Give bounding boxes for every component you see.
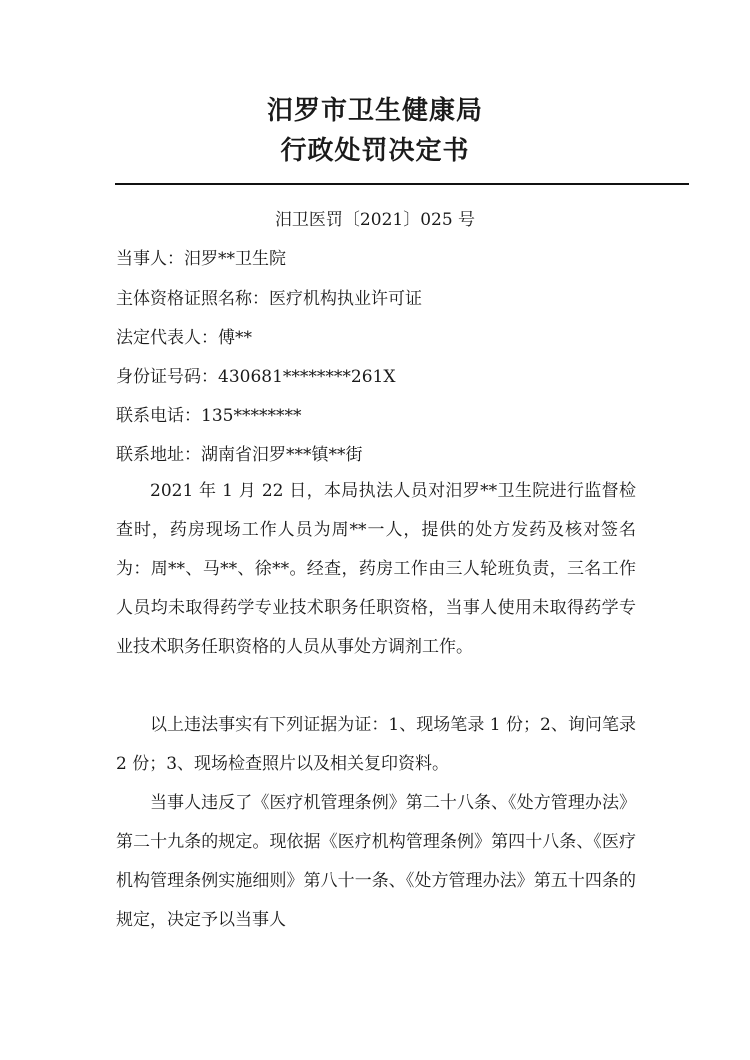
id-number: 身份证号码：430681********261X xyxy=(116,367,396,387)
issuing-authority-title: 汨罗市卫生健康局 xyxy=(266,96,483,126)
party-name: 当事人：汨罗**卫生院 xyxy=(116,249,286,269)
document-type-title: 行政处罚决定书 xyxy=(280,136,470,166)
paragraph-legal-basis: 当事人违反了《医疗机管理条例》第二十八条、《处方管理办法》第二十九条的规定。现依据《医疗机构管理条例》第四十八条、《医疗机构管理条例实施细则》第八十一条、《处方管理办法》第五十四条的规定，决定予以当事人 xyxy=(116,793,636,930)
legal-representative: 法定代表人：傅** xyxy=(116,328,252,348)
contact-phone: 联系电话：135******** xyxy=(116,406,302,426)
header-divider xyxy=(115,183,689,185)
paragraph-facts: 2021 年 1 月 22 日，本局执法人员对汨罗**卫生院进行监督检查时，药房现场工作人员为周**一人，提供的处方发药及核对签名为：周**、马**、徐**。经查，药房工作由三人轮班负责，三名工作人员均未取得药学专业技术职务任职资格，当事人使用未取得药学专业技术职务任职资格的人员从事处方调剂工作。 xyxy=(116,481,636,657)
license-name: 主体资格证照名称：医疗机构执业许可证 xyxy=(116,289,422,309)
contact-address: 联系地址：湖南省汨罗***镇**街 xyxy=(116,445,363,465)
document-number: 汨卫医罚〔2021〕025 号 xyxy=(274,210,476,230)
paragraph-evidence: 以上违法事实有下列证据为证：1、现场笔录 1 份；2、询问笔录 2 份；3、现场检查照片以及相关复印资料。 xyxy=(116,715,636,774)
